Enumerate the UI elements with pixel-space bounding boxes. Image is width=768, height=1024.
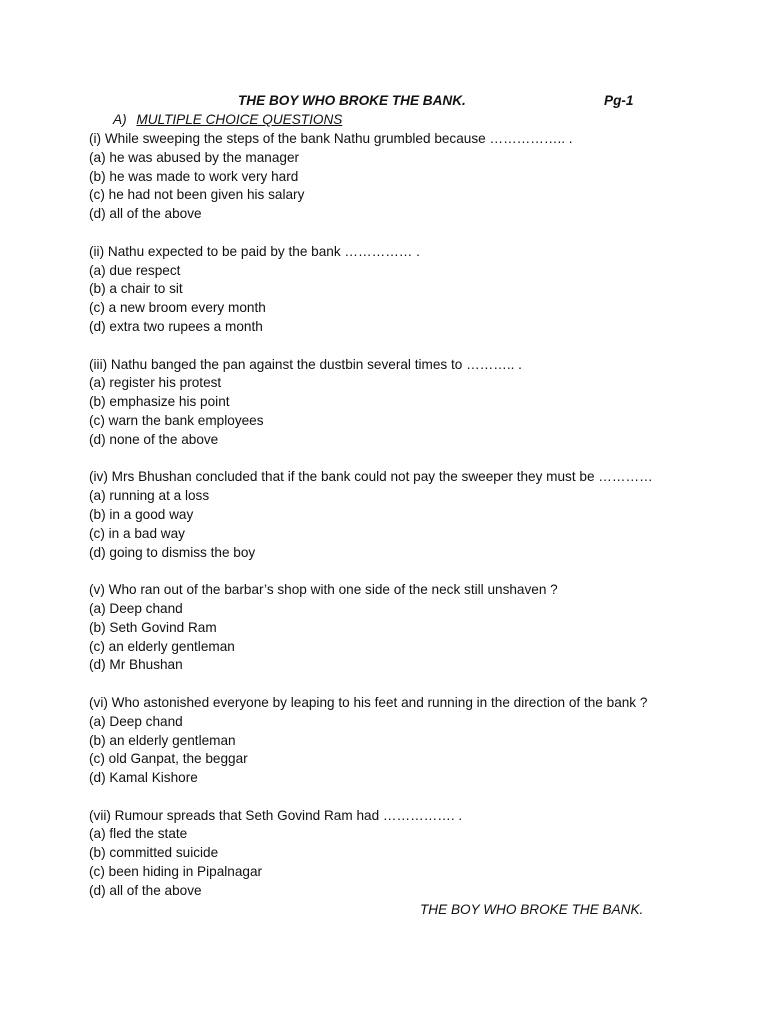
answer-option: (a) Deep chand (89, 713, 183, 729)
question-item (89, 243, 729, 337)
page-title: THE BOY WHO BROKE THE BANK. (238, 93, 466, 108)
answer-option: (d) none of the above (89, 431, 219, 447)
question-list (89, 130, 729, 901)
answer-option: (c) been hiding in Pipalnagar (89, 864, 263, 880)
question-prompt: (vi) Who astonished everyone by leaping to his feet and running in the direction of the bank ? (89, 694, 648, 710)
page-footer: THE BOY WHO BROKE THE BANK. (420, 902, 644, 917)
page-number: Pg-1 (604, 93, 634, 108)
answer-option: (c) a new broom every month (89, 300, 266, 316)
answer-option: (a) register his protest (89, 375, 222, 391)
question-prompt: (i) While sweeping the steps of the bank Nathu grumbled because …………….. . (89, 131, 573, 146)
answer-option: (b) Seth Govind Ram (89, 619, 217, 635)
answer-option: (c) in a bad way (89, 525, 185, 541)
answer-option: (d) all of the above (89, 882, 202, 898)
answer-option: (a) he was abused by the manager (89, 149, 300, 165)
question-item (89, 581, 729, 675)
answer-option: (a) fled the state (89, 826, 188, 842)
question-prompt: (ii) Nathu expected to be paid by the bank …………… . (89, 243, 420, 259)
answer-option: (b) emphasize his point (89, 394, 230, 410)
question-prompt: (iii) Nathu banged the pan against the dustbin several times to ……….. . (89, 356, 522, 372)
answer-option: (b) he was made to work very hard (89, 168, 299, 184)
section-heading-row (113, 112, 342, 127)
section-heading: MULTIPLE CHOICE QUESTIONS (136, 112, 343, 127)
answer-option: (d) extra two rupees a month (89, 318, 263, 334)
question-prompt: (iv) Mrs Bhushan concluded that if the bank could not pay the sweeper they must be ………… (89, 469, 653, 485)
question-item (89, 468, 729, 562)
answer-option: (d) Mr Bhushan (89, 657, 183, 673)
answer-option: (a) running at a loss (89, 488, 210, 504)
section-label: A) (113, 112, 127, 127)
question-prompt: (vii) Rumour spreads that Seth Govind Ram had ……………. . (89, 807, 463, 823)
answer-option: (c) warn the bank employees (89, 412, 264, 428)
answer-option: (b) in a good way (89, 506, 194, 522)
question-prompt: (v) Who ran out of the barbar’s shop with one side of the neck still unshaven ? (89, 582, 558, 598)
answer-option: (b) a chair to sit (89, 281, 183, 297)
question-item (89, 694, 729, 788)
answer-option: (a) due respect (89, 262, 181, 278)
answer-option: (d) Kamal Kishore (89, 770, 198, 786)
answer-option: (a) Deep chand (89, 600, 183, 616)
answer-option: (d) going to dismiss the boy (89, 544, 256, 560)
answer-option: (b) committed suicide (89, 845, 219, 861)
answer-option: (c) he had not been given his salary (89, 187, 305, 203)
answer-option: (c) an elderly gentleman (89, 638, 235, 654)
question-item (89, 130, 729, 224)
answer-option: (c) old Ganpat, the beggar (89, 751, 248, 767)
answer-option: (b) an elderly gentleman (89, 732, 236, 748)
question-item (89, 356, 729, 450)
answer-option: (d) all of the above (89, 206, 202, 222)
question-item (89, 807, 729, 901)
